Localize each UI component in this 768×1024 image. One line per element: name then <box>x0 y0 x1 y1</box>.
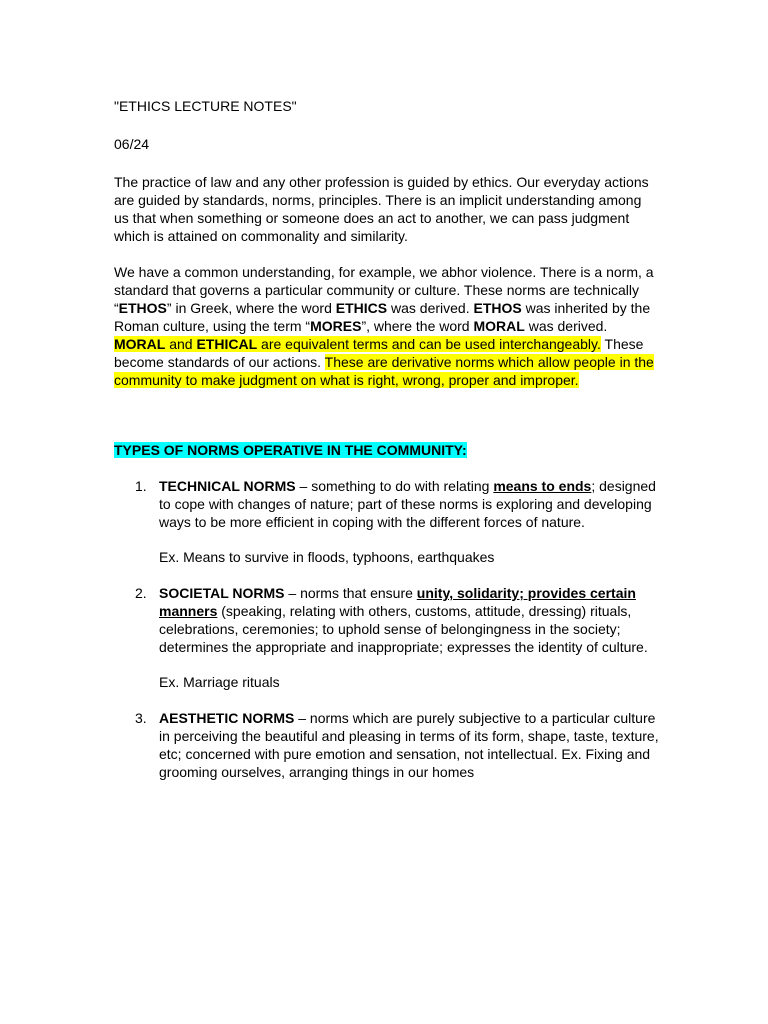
term-mores: MORES <box>310 318 362 334</box>
list-item-technical-norms <box>114 477 660 566</box>
norm-description: – norms which are purely subjective to a particular culture in perceiving the beautiful and pleasing in terms of its form, shape, taste, texture, etc; concerned with pure emotion and sensation, not intellectual. Ex. Fixing and grooming ourselves, arranging things in our homes <box>159 710 659 780</box>
list-number: 2. <box>135 585 147 601</box>
list-item-text <box>159 709 660 781</box>
norm-description: – norms that ensure <box>284 585 417 601</box>
section-heading <box>114 441 660 459</box>
paragraph-text: was inherited by the Roman culture, using the term “ <box>114 300 651 334</box>
list-item-text <box>159 584 660 656</box>
norm-emphasis: unity, solidarity; provides certain manners <box>159 585 636 619</box>
norm-name: TECHNICAL NORMS <box>159 478 296 494</box>
norm-name: SOCIETAL NORMS <box>159 585 285 601</box>
norms-list <box>114 477 660 781</box>
document-title: "ETHICS LECTURE NOTES" <box>114 98 297 114</box>
paragraph-text: ” in Greek, where the word <box>166 300 336 316</box>
norm-example: Ex. Means to survive in floods, typhoons, earthquakes <box>159 549 495 565</box>
norm-description: (speaking, relating with others, customs, attitude, dressing) rituals, celebrations, ceremonies; to uphold sense of belongingness in the society; determines the appropriate and inappropriate; expresses the identity of culture. <box>159 603 648 655</box>
list-number: 3. <box>135 710 147 726</box>
term-ethics: ETHICS <box>335 300 388 316</box>
section-heading-highlight: TYPES OF NORMS OPERATIVE IN THE COMMUNITY: <box>114 442 467 458</box>
paragraph-intro: The practice of law and any other profession is guided by ethics. Our everyday actions are guided by standards, norms, principles. There is an implicit understanding among us that when something or someone does an act to another, we can pass judgment which is attained on commonality and similarity. <box>114 174 649 244</box>
norm-description: – something to do with relating <box>295 478 494 494</box>
highlight-text: and <box>165 336 197 352</box>
norm-example: Ex. Marriage rituals <box>159 674 280 690</box>
norm-emphasis: means to ends <box>493 478 592 494</box>
term-ethical-highlight: ETHICAL <box>196 336 258 352</box>
term-ethos: ETHOS <box>118 300 167 316</box>
term-ethos: ETHOS <box>473 300 522 316</box>
norm-description: ; designed to cope with changes of nature; part of these norms is exploring and developing ways to be more efficient in coping with the different forces of nature. <box>159 478 656 530</box>
norm-name: AESTHETIC NORMS <box>159 710 295 726</box>
term-moral: MORAL <box>473 318 525 334</box>
highlight-equivalence <box>114 336 601 352</box>
paragraph-ethos <box>114 263 660 389</box>
list-number: 1. <box>135 478 147 494</box>
paragraph-text: was derived. <box>387 300 474 316</box>
highlight-text: are equivalent terms and can be used interchangeably. <box>257 336 601 352</box>
highlight-derivative-norms: These are derivative norms which allow people in the community to make judgment on what is right, wrong, proper and improper. <box>114 354 654 388</box>
paragraph-text: These become standards of our actions. <box>114 336 644 370</box>
paragraph-text: was derived. <box>524 318 608 334</box>
list-item-societal-norms <box>114 584 660 691</box>
term-moral-highlight: MORAL <box>114 336 166 352</box>
paragraph-text: ”, where the word <box>361 318 474 334</box>
document-date: 06/24 <box>114 136 150 152</box>
list-item-aesthetic-norms <box>114 709 660 781</box>
paragraph-text: We have a common understanding, for example, we abhor violence. There is a norm, a standard that governs a particular community or culture. These norms are technically “ <box>114 264 654 316</box>
list-item-text <box>159 477 660 531</box>
